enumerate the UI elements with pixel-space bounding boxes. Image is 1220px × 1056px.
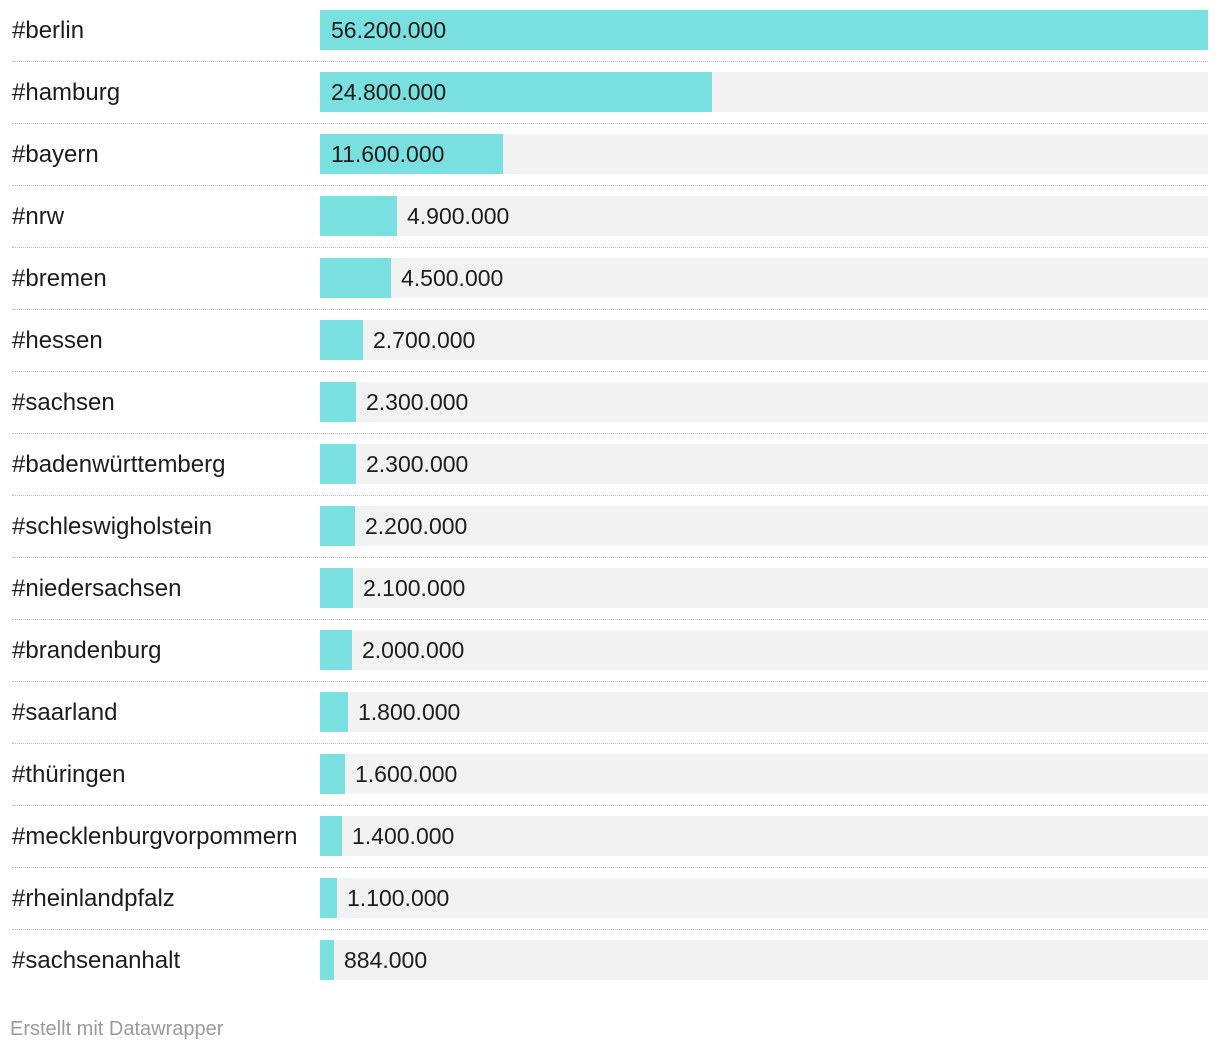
category-label: #hamburg <box>12 79 121 106</box>
bar-track <box>320 878 1208 918</box>
category-label: #hessen <box>12 327 103 354</box>
value-label: 1.600.000 <box>355 761 458 787</box>
chart-row <box>12 682 1208 744</box>
bar <box>320 10 1208 50</box>
category-label: #sachsenanhalt <box>12 947 181 974</box>
value-label: 1.100.000 <box>347 885 450 911</box>
chart-row <box>12 0 1208 62</box>
bar-track <box>320 630 1208 670</box>
category-label: #brandenburg <box>12 637 162 664</box>
chart-row <box>12 62 1208 124</box>
bar <box>320 692 348 732</box>
chart-row <box>12 496 1208 558</box>
category-label: #badenwürttemberg <box>12 451 226 478</box>
value-label: 2.100.000 <box>363 575 466 601</box>
bar <box>320 506 355 546</box>
bar-chart <box>12 0 1208 992</box>
credit-text: Erstellt mit Datawrapper <box>10 1018 224 1040</box>
value-label: 2.000.000 <box>362 637 465 663</box>
bar-track <box>320 134 1208 174</box>
value-label: 2.300.000 <box>366 389 469 415</box>
bar-track <box>320 320 1208 360</box>
chart-row <box>12 124 1208 186</box>
bar <box>320 878 337 918</box>
value-label: 2.200.000 <box>365 513 468 539</box>
bar <box>320 568 353 608</box>
category-label: #rheinlandpfalz <box>12 885 175 912</box>
bar-track <box>320 816 1208 856</box>
category-label: #schleswigholstein <box>12 513 213 540</box>
category-label: #nrw <box>12 203 65 230</box>
value-label: 24.800.000 <box>331 79 447 105</box>
category-label: #saarland <box>12 699 118 726</box>
bar <box>320 816 342 856</box>
value-label: 4.900.000 <box>407 203 510 229</box>
value-label: 11.600.000 <box>331 141 445 167</box>
chart-row <box>12 744 1208 806</box>
value-label: 1.400.000 <box>352 823 455 849</box>
category-label: #berlin <box>12 17 85 44</box>
category-label: #bremen <box>12 265 107 292</box>
bar <box>320 196 397 236</box>
value-label: 2.700.000 <box>373 327 476 353</box>
bar-track <box>320 72 1208 112</box>
chart-row <box>12 806 1208 868</box>
chart-row <box>12 372 1208 434</box>
chart-row <box>12 930 1208 992</box>
bar <box>320 754 345 794</box>
bar-track <box>320 506 1208 546</box>
category-label: #niedersachsen <box>12 575 182 602</box>
category-label: #bayern <box>12 141 99 168</box>
bar <box>320 444 356 484</box>
chart-row <box>12 558 1208 620</box>
chart-row <box>12 434 1208 496</box>
bar-track <box>320 568 1208 608</box>
value-label: 56.200.000 <box>331 17 447 43</box>
bar-track <box>320 444 1208 484</box>
bar <box>320 940 334 980</box>
bar-track <box>320 258 1208 298</box>
category-label: #sachsen <box>12 389 115 416</box>
value-label: 1.800.000 <box>358 699 461 725</box>
bar-track <box>320 940 1208 980</box>
value-label: 4.500.000 <box>401 265 504 291</box>
bar <box>320 320 363 360</box>
bar <box>320 382 356 422</box>
bar-track <box>320 10 1208 50</box>
chart-row <box>12 620 1208 682</box>
chart-row <box>12 248 1208 310</box>
bar-track <box>320 196 1208 236</box>
value-label: 2.300.000 <box>366 451 469 477</box>
category-label: #thüringen <box>12 761 126 788</box>
value-label: 884.000 <box>344 947 428 973</box>
bar <box>320 258 391 298</box>
bar-track <box>320 754 1208 794</box>
bar-track <box>320 692 1208 732</box>
chart-row <box>12 310 1208 372</box>
chart-row <box>12 186 1208 248</box>
bar-track <box>320 382 1208 422</box>
category-label: #mecklenburgvorpommern <box>12 823 298 850</box>
bar <box>320 630 352 670</box>
chart-row <box>12 868 1208 930</box>
